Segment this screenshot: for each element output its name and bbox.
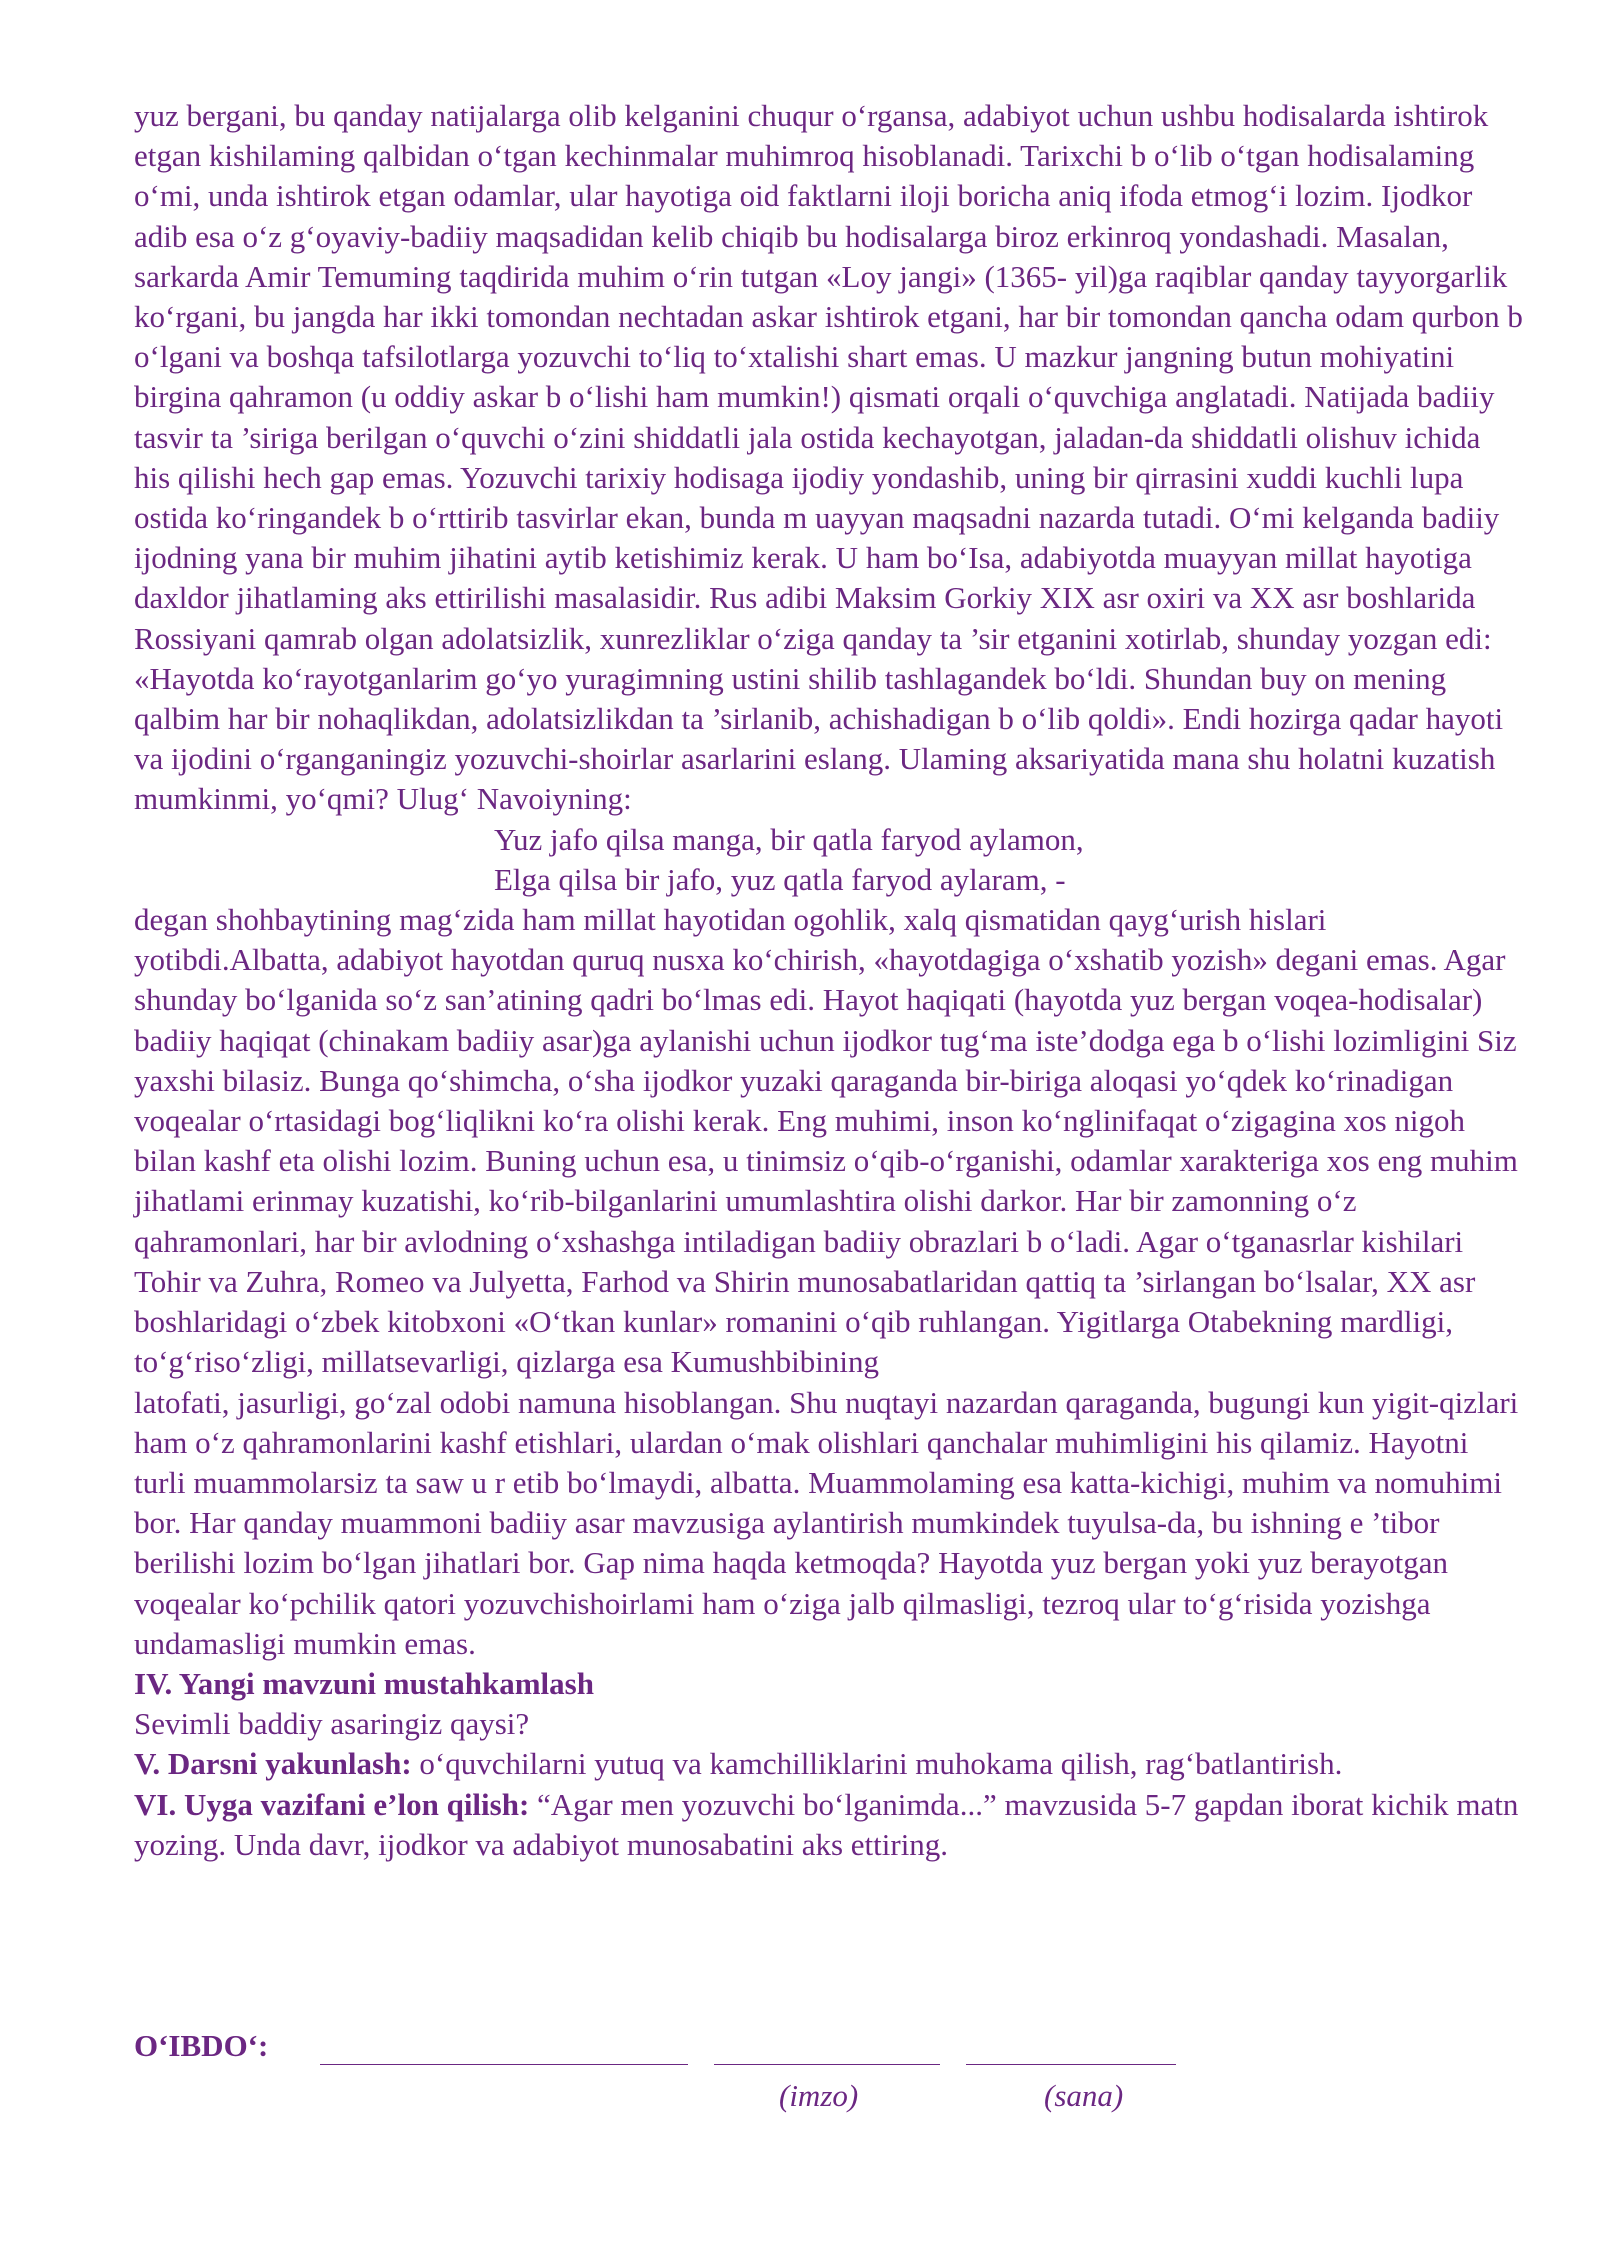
verse-line-1: Yuz jafo qilsa manga, bir qatla faryod aylamon,: [494, 821, 1084, 857]
paragraph-2: degan shohbaytining mag‘zida ham millat hayotidan ogohlik, xalq qismatidan qayg‘urish hislari yotibdi.Albatta, adabiyot hayotdan quruq nusxa ko‘chirish, «hayotdagiga o‘xshatib yozish» degani emas. Agar shunday bo‘lganida so‘z san’atining qadri bo‘lmas edi. Hayot haqiqati (hayotda yuz bergan voqea-hodisalar) badiiy haqiqat (chinakam badiiy asar)ga aylanishi uchun ijodkor tug‘ma iste’dodga ega b o‘lishi lozimligini Siz yaxshi bilasiz. Bunga qo‘shimcha, o‘sha ijodkor yuzaki qaraganda bir-biriga aloqasi yo‘qdek ko‘rinadigan voqealar o‘rtasidagi bog‘liqlikni ko‘ra olishi kerak. Eng muhimi, inson ko‘nglinifaqat o‘zigagina xos nigoh bilan kashf eta olishi lozim. Buning uchun esa, u tinimsiz o‘qib-o‘rganishi, odamlar xarakteriga xos eng muhim jihatlami erinmay kuzatishi, ko‘rib-bilganlarini umumlashtira olishi darkor. Har bir zamonning o‘z qahramonlari, har bir avlodning o‘xshashga intiladigan badiiy obrazlari b o‘ladi. Agar o‘tganasrlar kishilari Tohir va Zuhra, Romeo va Julyetta, Farhod va Shirin munosabatlaridan qattiq ta ’sirlangan bo‘lsalar, XX asr boshlaridagi o‘zbek kitobxoni «O‘tkan kunlar» romanini o‘qib ruhlangan. Yigitlarga Otabekning mardligi, to‘g‘riso‘zligi, millatsevarligi, qizlarga esa Kumushbibining: [134, 902, 1518, 1380]
signature-label: O‘IBDO‘:: [134, 2028, 269, 2063]
paragraph-1: yuz bergani, bu qanday natijalarga olib kelganini chuqur o‘rgansa, adabiyot uchun ushbu hodisalarda ishtirok etgan kishilaming qalbidan o‘tgan kechinmalar muhimroq hisoblanadi. Tarixchi b o‘lib o‘tgan hodisalaming o‘mi, unda ishtirok etgan odamlar, ular hayotiga oid faktlarni iloji boricha aniq ifoda etmog‘i lozim. Ijodkor adib esa o‘z g‘oyaviy-badiiy maqsadidan kelib chiqib bu hodisalarga biroz erkinroq yondashadi. Masalan, sarkarda Amir Temuming taqdirida muhim o‘rin tutgan «Loy jangi» (1365- yil)ga raqiblar qanday tayyorgarlik ko‘rgani, bu jangda har ikki tomondan nechtadan askar ishtirok etgani, har bir tomondan qancha odam qurbon b o‘lgani va boshqa tafsilotlarga yozuvchi to‘liq to‘xtalishi shart emas. U mazkur jangning butun mohiyatini birgina qahramon (u oddiy askar b o‘lishi ham mumkin!) qismati orqali o‘quvchiga anglatadi. Natijada badiiy tasvir ta ’siriga berilgan o‘quvchi o‘zini shiddatli jala ostida kechayotgan, jaladan-da shiddatli olishuv ichida his qilishi hech gap emas. Yozuvchi tarixiy hodisaga ijodiy yondashib, uning bir qirrasini xuddi kuchli lupa ostida ko‘ringandek b o‘rttirib tasvirlar ekan, bunda m uayyan maqsadni nazarda tutadi. O‘mi kelganda badiiy ijodning yana bir muhim jihatini aytib ketishimiz kerak. U ham bo‘Isa, adabiyotda muayyan millat hayotiga daxldor jihatlaming aks ettirilishi masalasidir. Rus adibi Maksim Gorkiy XIX asr oxiri va XX asr boshlarida Rossiyani qamrab olgan adolatsizlik, xunrezliklar o‘ziga qanday ta ’sir etganini xotirlab, shunday yozgan edi: «Hayotda ko‘rayotganlarim go‘yo yuragimning ustini shilib tashlagandek bo‘ldi. Shundan buy on mening qalbim har bir nohaqlikdan, adolatsizlikdan ta ’sirlanib, achishadigan b o‘lib qoldi». Endi hozirga qadar hayoti va ijodini o‘rganganingiz yozuvchi-shoirlar asarlarini eslang. Ulaming aksariyatida mana shu holatni kuzatish mumkinmi, yo‘qmi? Ulug‘ Navoiyning:: [134, 98, 1523, 817]
date-caption: (sana): [1044, 2078, 1124, 2113]
name-line: [320, 2064, 688, 2065]
section-4-text: Sevimli baddiy asaringiz qaysi?: [134, 1706, 530, 1742]
section-6: [134, 1785, 1524, 1865]
document-page: [134, 96, 1524, 1865]
signature-caption: (imzo): [779, 2078, 859, 2113]
section-4-heading: IV. Yangi mavzuni mustahkamlash: [134, 1665, 594, 1701]
signature-line: [714, 2064, 940, 2065]
section-5-text: o‘quvchilarni yutuq va kamchilliklarini muhokama qilish, rag‘batlantirish.: [411, 1746, 1343, 1782]
verse-line-2: Elga qilsa bir jafo, yuz qatla faryod aylaram, -: [494, 861, 1066, 897]
paragraph-3: latofati, jasurligi, go‘zal odobi namuna hisoblangan. Shu nuqtayi nazardan qaraganda, bugungi kun yigit-qizlari ham o‘z qahramonlarini kashf etishlari, ulardan o‘mak olishlari qanchalar muhimligini his qilamiz. Hayotni turli muammolarsiz ta saw u r etib bo‘lmaydi, albatta. Muammolaming esa katta-kichigi, muhim va nomuhimi bor. Har qanday muammoni badiiy asar mavzusiga aylantirish mumkindek tuyulsa-da, bu ishning e ’tibor berilishi lozim bo‘lgan jihatlari bor. Gap nima haqda ketmoqda? Hayotda yuz bergan yoki yuz berayotgan voqealar ko‘pchilik qatori yozuvchishoirlami ham o‘ziga jalb qilmasligi, tezroq ular to‘g‘risida yozishga undamasligi mumkin emas.: [134, 1384, 1519, 1661]
section-5: [134, 1744, 1524, 1784]
verse-block: [134, 820, 1524, 900]
date-line: [966, 2064, 1176, 2065]
signature-block: [134, 2020, 1234, 2120]
section-6-text: “Agar men yozuvchi bo‘lganimda...” mavzusida 5-7 gapdan iborat kichik matn yozing. Unda davr, ijodkor va adabiyot munosabatini aks ettiring.: [134, 1786, 1519, 1862]
section-5-label: V. Darsni yakunlash:: [134, 1746, 412, 1782]
section-6-label: VI. Uyga vazifani e’lon qilish:: [134, 1786, 530, 1822]
